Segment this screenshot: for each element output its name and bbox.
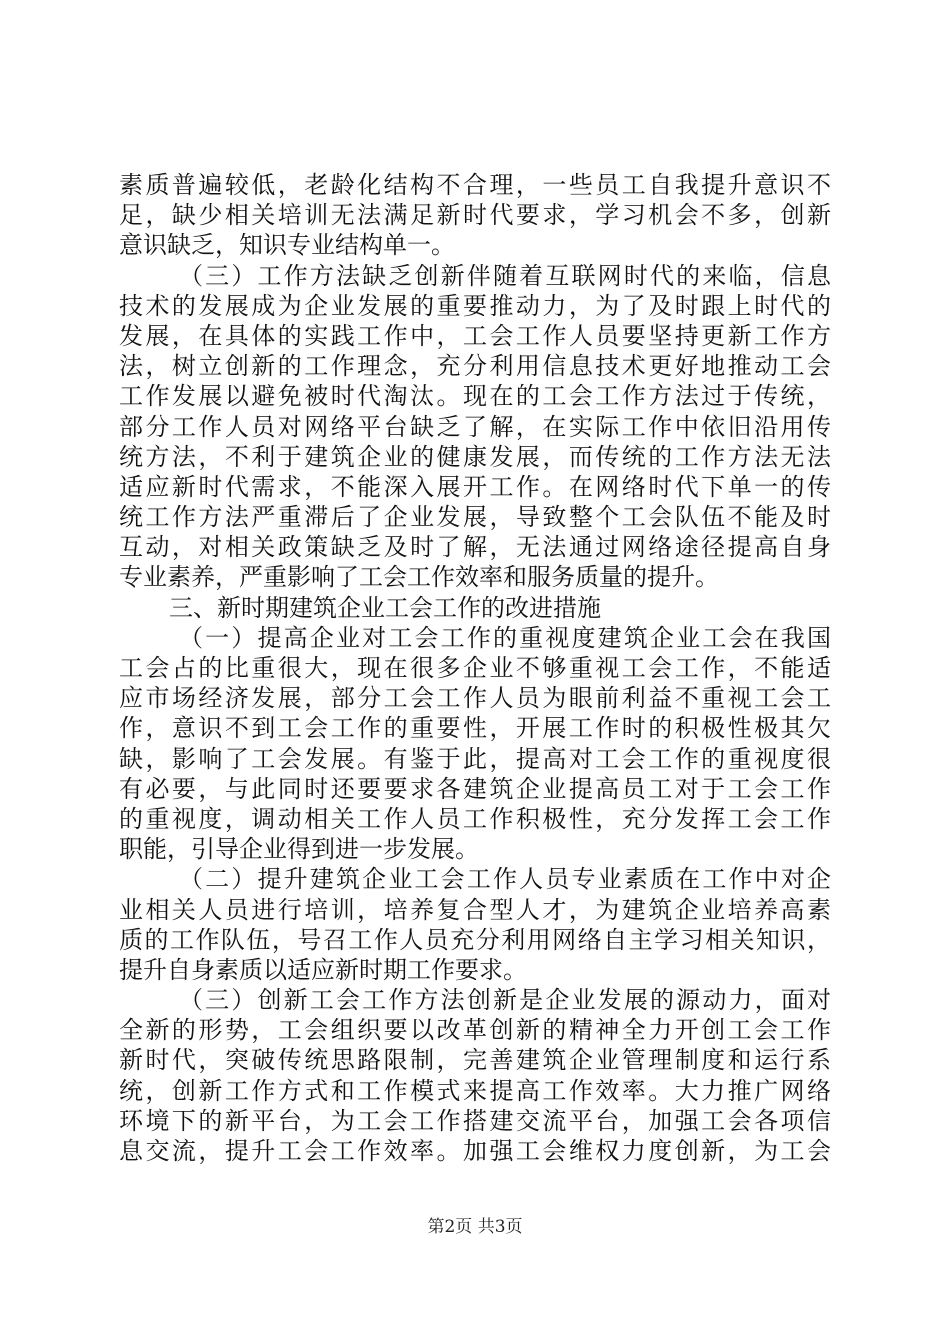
text-line: 缺，影响了工会发展。有鉴于此，提高对工会工作的重视度很 bbox=[119, 744, 831, 773]
text-line: 三、新时期建筑企业工会工作的改进措施 bbox=[169, 593, 601, 622]
text-line: 适应新时代需求，不能深入展开工作。在网络时代下单一的传 bbox=[119, 472, 831, 501]
text-line: 息交流，提升工会工作效率。加强工会维权力度创新，为工会 bbox=[119, 1137, 831, 1165]
text-line: 互动，对相关政策缺乏及时了解，无法通过网络途径提高自身 bbox=[119, 533, 831, 562]
text-line: （一）提高企业对工会工作的重视度建筑企业工会在我国 bbox=[179, 623, 831, 652]
text-line: 全新的形势，工会组织要以改革创新的精神全力开创工会工作 bbox=[119, 1016, 831, 1045]
text-line: 的重视度，调动相关工作人员工作积极性，充分发挥工会工作 bbox=[119, 804, 831, 833]
text-line: 提升自身素质以适应新时期工作要求。 bbox=[119, 955, 527, 984]
page-footer: 第2页 共3页 bbox=[427, 1217, 523, 1237]
document-body bbox=[119, 170, 831, 1166]
text-line: （三）创新工会工作方法创新是企业发展的源动力，面对 bbox=[179, 986, 831, 1015]
text-line: 意识缺乏，知识专业结构单一。 bbox=[119, 231, 455, 260]
text-line: 新时代，突破传统思路限制，完善建筑企业管理制度和运行系 bbox=[119, 1046, 831, 1075]
text-line: 质的工作队伍，号召工作人员充分利用网络自主学习相关知识， bbox=[119, 925, 831, 954]
text-line: 统工作方法严重滞后了企业发展，导致整个工会队伍不能及时 bbox=[119, 503, 831, 532]
text-line: 统，创新工作方式和工作模式来提高工作效率。大力推广网络 bbox=[119, 1076, 831, 1105]
text-line: 业相关人员进行培训，培养复合型人才，为建筑企业培养高素 bbox=[119, 895, 831, 924]
text-line: （三）工作方法缺乏创新伴随着互联网时代的来临，信息 bbox=[179, 261, 831, 290]
text-line: 工作发展以避免被时代淘汰。现在的工会工作方法过于传统， bbox=[119, 382, 831, 411]
text-line: 法，树立创新的工作理念，充分利用信息技术更好地推动工会 bbox=[119, 352, 831, 381]
text-line: 素质普遍较低，老龄化结构不合理，一些员工自我提升意识不 bbox=[119, 171, 831, 199]
text-line: （二）提升建筑企业工会工作人员专业素质在工作中对企 bbox=[179, 865, 831, 894]
text-line: 部分工作人员对网络平台缺乏了解，在实际工作中依旧沿用传 bbox=[119, 412, 831, 441]
text-line: 职能，引导企业得到进一步发展。 bbox=[119, 835, 479, 864]
text-line: 专业素养，严重影响了工会工作效率和服务质量的提升。 bbox=[119, 563, 719, 592]
text-line: 统方法，不利于建筑企业的健康发展，而传统的工作方法无法 bbox=[119, 442, 831, 471]
text-line: 足，缺少相关培训无法满足新时代要求，学习机会不多，创新 bbox=[119, 201, 831, 230]
text-line: 技术的发展成为企业发展的重要推动力，为了及时跟上时代的 bbox=[119, 291, 831, 320]
text-line: 环境下的新平台，为工会工作搭建交流平台，加强工会各项信 bbox=[119, 1106, 831, 1135]
text-line: 应市场经济发展，部分工会工作人员为眼前利益不重视工会工 bbox=[119, 684, 831, 713]
text-line: 作，意识不到工会工作的重要性，开展工作时的积极性极其欠 bbox=[119, 714, 831, 743]
text-line: 有必要，与此同时还要要求各建筑企业提高员工对于工会工作 bbox=[119, 774, 831, 803]
text-line: 发展，在具体的实践工作中，工会工作人员要坚持更新工作方 bbox=[119, 321, 831, 350]
text-line: 工会占的比重很大，现在很多企业不够重视工会工作，不能适 bbox=[119, 654, 831, 682]
